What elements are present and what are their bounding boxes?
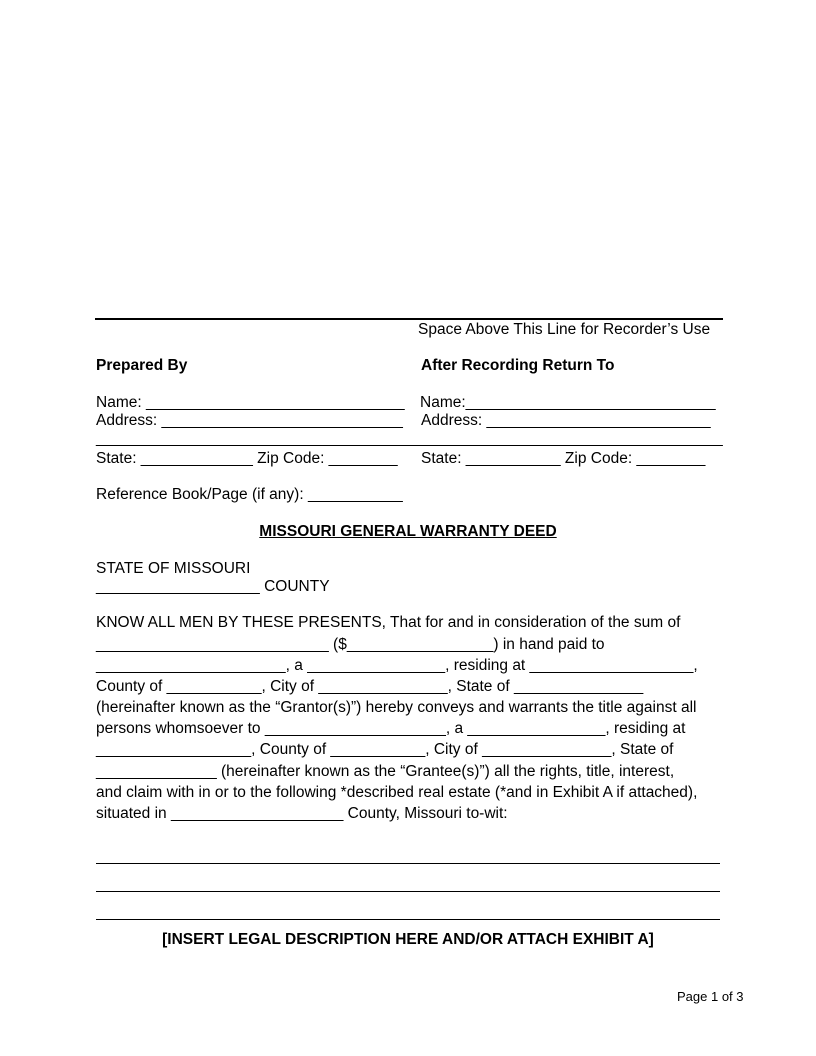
legal-description-line-3[interactable] bbox=[96, 919, 720, 920]
legal-description-line-1[interactable] bbox=[96, 863, 720, 864]
body-line: KNOW ALL MEN BY THESE PRESENTS, That for and in consideration of the sum of bbox=[96, 614, 681, 631]
venue-county-field[interactable]: ___________________ COUNTY bbox=[96, 578, 330, 595]
prepared-by-name-field[interactable]: Name: ______________________________ bbox=[96, 394, 405, 411]
legal-description-line-2[interactable] bbox=[96, 891, 720, 892]
body-line[interactable]: County of ___________, City of _______________, State of _______________ bbox=[96, 678, 644, 695]
body-line[interactable]: persons whomsoever to _____________________, a ________________, residing at bbox=[96, 720, 686, 737]
body-line: and claim with in or to the following *described real estate (*and in Exhibit A if attached), bbox=[96, 784, 698, 801]
return-to-name-field[interactable]: Name:_____________________________ bbox=[420, 394, 716, 411]
return-to-heading: After Recording Return To bbox=[421, 357, 615, 374]
body-line[interactable]: __________________, County of ___________, City of _______________, State of bbox=[96, 741, 674, 758]
body-line: (hereinafter known as the “Grantor(s)”) hereby conveys and warrants the title against all bbox=[96, 699, 697, 716]
recorder-space-rule bbox=[95, 318, 723, 320]
reference-book-page-field[interactable]: Reference Book/Page (if any): ___________ bbox=[96, 486, 403, 503]
return-to-address-field[interactable]: Address: __________________________ bbox=[421, 412, 711, 429]
return-to-state-zip-field[interactable]: State: ___________ Zip Code: ________ bbox=[421, 450, 706, 467]
venue-state: STATE OF MISSOURI bbox=[96, 560, 251, 577]
body-line[interactable]: ______________ (hereinafter known as the “Grantee(s)”) all the rights, title, interest, bbox=[96, 763, 675, 780]
deed-title: MISSOURI GENERAL WARRANTY DEED bbox=[259, 523, 557, 540]
page-indicator: Page 1 of 3 bbox=[677, 989, 744, 1004]
prepared-by-address-field[interactable]: Address: ____________________________ bbox=[96, 412, 403, 429]
body-line[interactable]: ______________________, a ________________, residing at ___________________, bbox=[96, 657, 698, 674]
prepared-by-heading: Prepared By bbox=[96, 357, 188, 374]
body-line[interactable]: situated in ____________________ County, Missouri to-wit: bbox=[96, 805, 508, 822]
prepared-by-address-line-2[interactable]: ______________________________________ bbox=[96, 430, 424, 447]
legal-description-instruction: [INSERT LEGAL DESCRIPTION HERE AND/OR ATTACH EXHIBIT A] bbox=[162, 931, 654, 948]
body-line[interactable]: ___________________________ ($_________________) in hand paid to bbox=[96, 636, 605, 653]
prepared-by-state-zip-field[interactable]: State: _____________ Zip Code: ________ bbox=[96, 450, 398, 467]
recorder-use-note: Space Above This Line for Recorder’s Use bbox=[418, 321, 711, 338]
return-to-address-line-2[interactable]: ___________________________________ bbox=[421, 430, 723, 447]
